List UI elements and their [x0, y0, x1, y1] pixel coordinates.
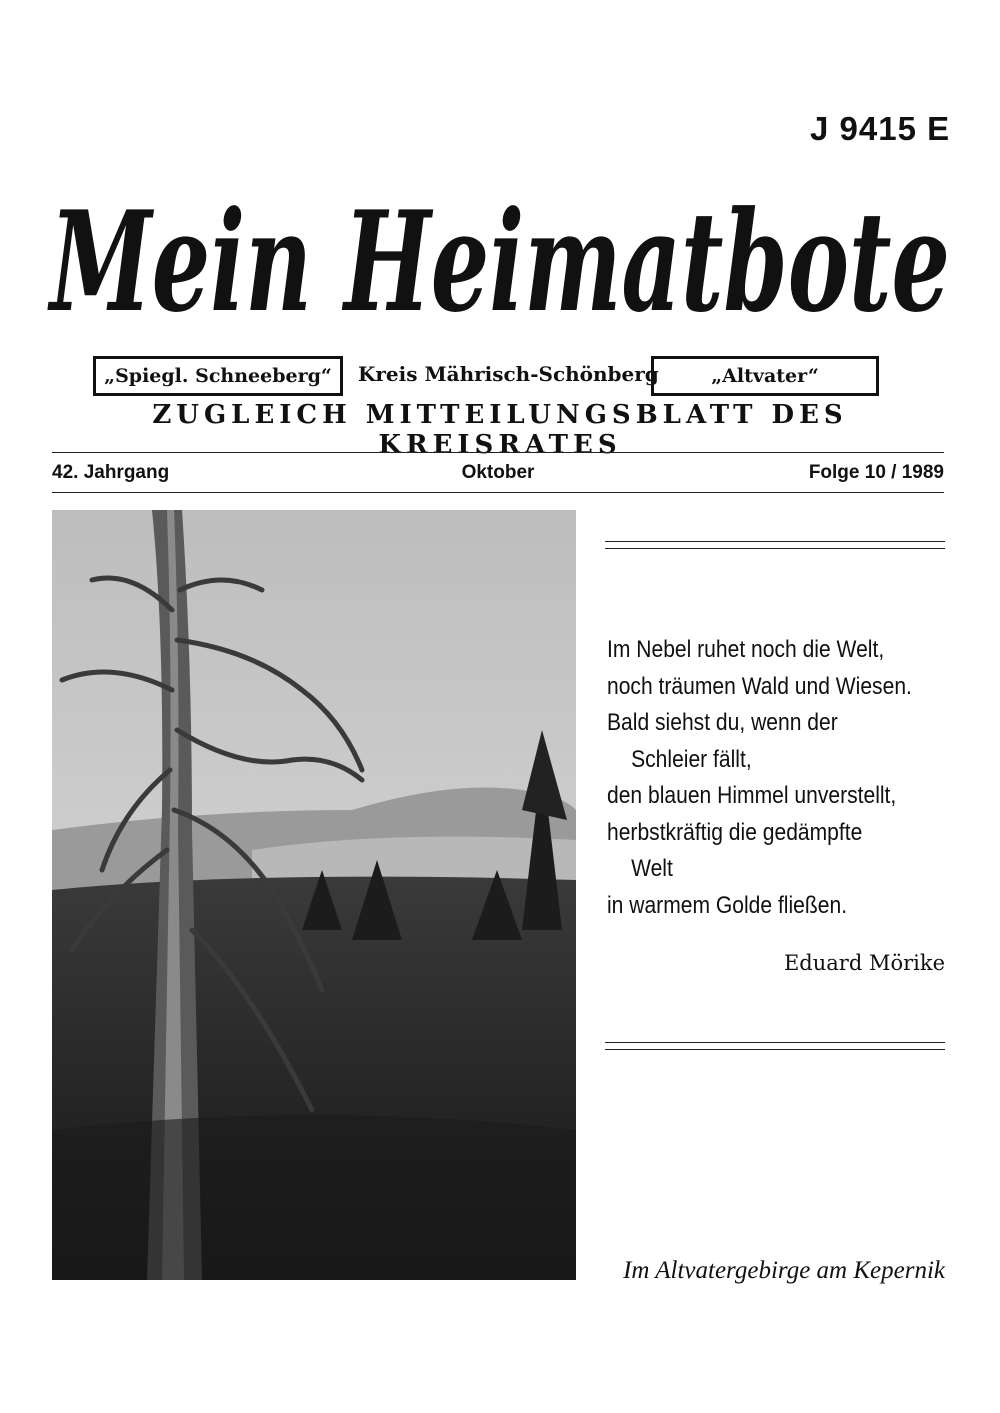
poem-line: Bald siehst du, wenn der: [607, 709, 838, 736]
poem-line: Schleier fällt,: [631, 745, 752, 773]
poem-line: herbstkräftig die gedämpfte: [607, 818, 863, 846]
issue-number: Folge 10 / 1989: [808, 462, 944, 483]
poem: [607, 632, 912, 924]
masthead-title: [40, 160, 960, 360]
poem-line: Welt: [631, 855, 673, 882]
publication-code: J 9415 E: [810, 110, 951, 147]
poem-divider-bottom: [605, 1042, 945, 1050]
divider-bottom: [52, 492, 944, 493]
title-text: Mein Heimatbote: [47, 180, 951, 343]
issue-month: Oktober: [461, 462, 535, 483]
poem-line: in warmem Golde fließen.: [607, 891, 848, 919]
district-label: Kreis Mährisch-Schönberg: [358, 362, 659, 386]
poem-line: noch träumen Wald und Wiesen.: [607, 672, 912, 700]
poem-divider-top: [605, 541, 945, 549]
region-box-left: „Spiegl. Schneeberg“: [93, 356, 343, 396]
subtitle: ZUGLEICH MITTEILUNGSBLATT DES KREISRATES: [152, 400, 848, 460]
photo-caption: Im Altvatergebirge am Kepernik: [623, 1257, 945, 1284]
region-box-right: „Altvater“: [651, 356, 879, 396]
poem-line: den blauen Himmel unverstellt,: [607, 782, 897, 809]
divider-top: [52, 452, 944, 453]
landscape-photo: [52, 510, 576, 1280]
issue-info-bar: [52, 460, 944, 488]
poem-line: Im Nebel ruhet noch die Welt,: [607, 636, 885, 663]
poem-author: Eduard Mörike: [783, 951, 945, 975]
volume-year: 42. Jahrgang: [52, 462, 170, 483]
